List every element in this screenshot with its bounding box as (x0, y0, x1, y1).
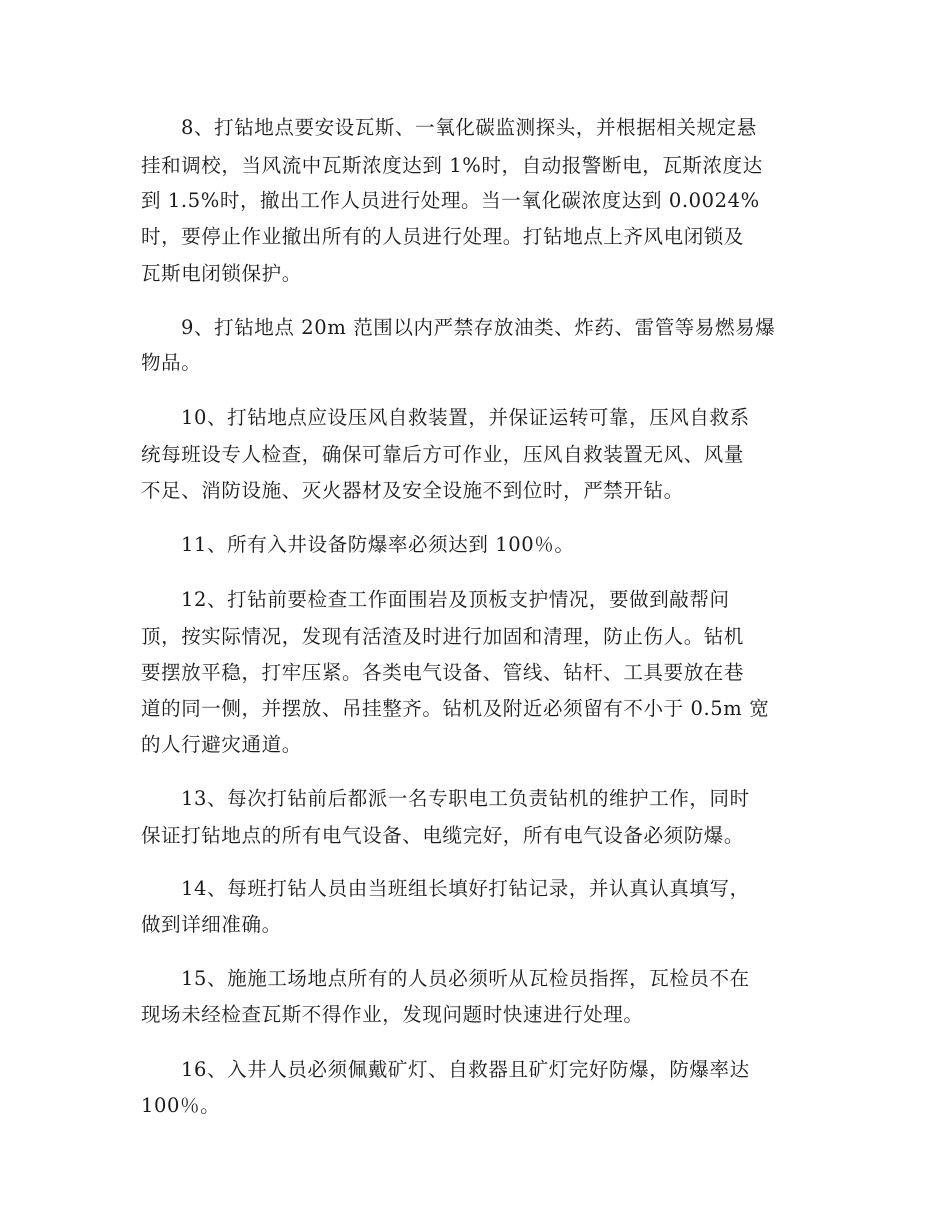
paragraph-line: 不足、消防设施、灭火器材及安全设施不到位时，严禁开钻。 (141, 479, 684, 502)
paragraph-line: 10、打钻地点应设压风自救装置，并保证运转可靠，压风自救系 (181, 406, 750, 429)
paragraph-line: 8、打钻地点要安设瓦斯、一氧化碳监测探头，并根据相关规定悬 (181, 116, 757, 139)
paragraph-line: 做到详细准确。 (141, 913, 282, 936)
paragraph-line: 9、打钻地点 20m 范围以内严禁存放油类、炸药、雷管等易燃易爆 (181, 316, 776, 339)
paragraph-line: 时，要停止作业撤出所有的人员进行处理。打钻地点上齐风电闭锁及 (141, 225, 745, 248)
paragraph-line: 11、所有入井设备防爆率必须达到 100％。 (181, 533, 575, 556)
paragraph-line: 13、每次打钻前后都派一名专职电工负责钻机的维护工作，同时 (181, 787, 750, 810)
paragraph-line: 到 1.5%时，撤出工作人员进行处理。当一氧化碳浓度达到 0.0024% (141, 189, 760, 212)
paragraph-line: 瓦斯电闭锁保护。 (141, 262, 302, 285)
paragraph-line: 12、打钻前要检查工作面围岩及顶板支护情况，要做到敲帮问 (181, 588, 730, 611)
paragraph-line: 14、每班打钻人员由当班组长填好打钻记录，并认真认真填写， (181, 877, 750, 900)
paragraph-line: 现场未经检查瓦斯不得作业，发现问题时快速进行处理。 (141, 1003, 644, 1026)
paragraph-line: 物品。 (141, 351, 202, 374)
paragraph-line: 挂和调校，当风流中瓦斯浓度达到 1%时，自动报警断电，瓦斯浓度达 (141, 154, 763, 177)
paragraph-line: 统每班设专人检查，确保可靠后方可作业，压风自救装置无风、风量 (141, 443, 745, 466)
paragraph-line: 保证打钻地点的所有电气设备、电缆完好，所有电气设备必须防爆。 (141, 824, 745, 847)
paragraph-line: 要摆放平稳，打牢压紧。各类电气设备、管线、钻杆、工具要放在巷 (141, 661, 745, 684)
paragraph-line: 顶，按实际情况，发现有活渣及时进行加固和清理，防止伤人。钻机 (141, 625, 745, 648)
paragraph-line: 的人行避灾通道。 (141, 733, 302, 756)
paragraph-line: 100％。 (141, 1094, 221, 1117)
paragraph-line: 道的同一侧，并摆放、吊挂整齐。钻机及附近必须留有不小于 0.5m 宽 (141, 697, 770, 720)
paragraph-line: 16、入井人员必须佩戴矿灯、自救器且矿灯完好防爆，防爆率达 (181, 1058, 750, 1081)
paragraph-line: 15、施施工场地点所有的人员必须听从瓦检员指挥，瓦检员不在 (181, 967, 750, 990)
